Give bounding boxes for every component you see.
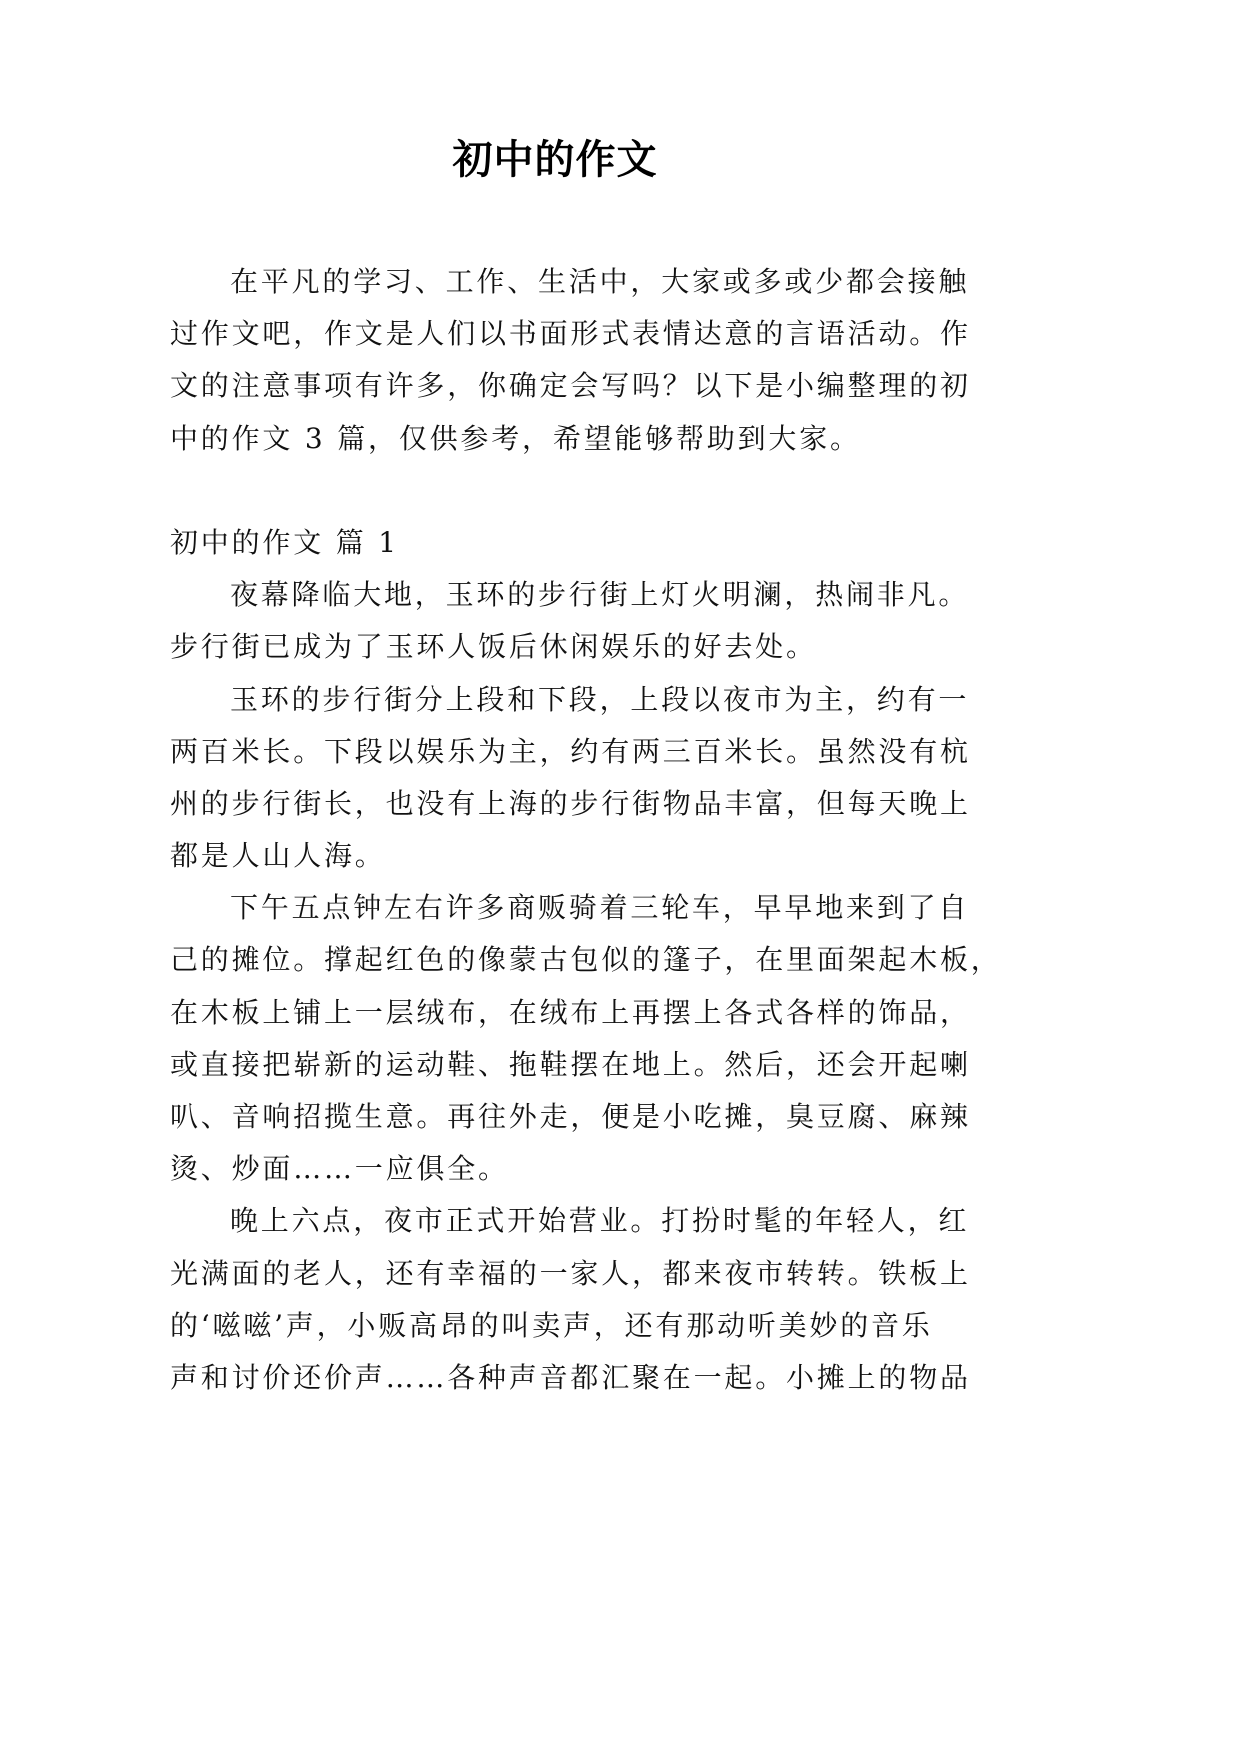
text-line: 中的作文 3 篇，仅供参考，希望能够帮助到大家。 <box>170 421 861 455</box>
text-line: 在平凡的学习、工作、生活中，大家或多或少都会接触 <box>230 265 970 298</box>
paragraph <box>170 569 990 673</box>
text-line: 文的注意事项有许多，你确定会写吗？以下是小编整理的初 <box>170 369 971 403</box>
text-line: 的‘嗞嗞’声，小贩高昂的叫卖声，还有那动听美妙的音乐 <box>170 1308 933 1342</box>
intro-paragraph <box>170 256 990 465</box>
text-line: 叭、音响招揽生意。再往外走，便是小吃摊，臭豆腐、麻辣 <box>170 1100 971 1133</box>
section-heading: 初中的作文 篇 1 <box>170 525 399 559</box>
text-line: 下午五点钟左右许多商贩骑着三轮车，早早地来到了自 <box>230 891 970 925</box>
text-line: 州的步行街长，也没有上海的步行街物品丰富，但每天晚上 <box>170 786 971 820</box>
text-line: 两百米长。下段以娱乐为主，约有两三百米长。虽然没有杭 <box>170 734 971 768</box>
text-line: 都是人山人海。 <box>170 839 386 873</box>
paragraph <box>170 1195 990 1404</box>
text-line: 烫、炒面……一应俱全。 <box>170 1152 509 1186</box>
text-line: 晚上六点，夜市正式开始营业。打扮时髦的年轻人，红 <box>230 1204 970 1238</box>
document-body <box>170 256 1002 1404</box>
text-line: 玉环的步行街分上段和下段，上段以夜市为主，约有一 <box>230 682 970 716</box>
text-line: 步行街已成为了玉环人饭后休闲娱乐的好去处。 <box>170 630 817 664</box>
paragraph <box>170 674 990 883</box>
text-line: 过作文吧，作文是人们以书面形式表情达意的言语活动。作 <box>170 317 971 351</box>
text-line: 夜幕降临大地，玉环的步行街上灯火明澜，热闹非凡。 <box>230 578 970 612</box>
text-line: 己的摊位。撑起红色的像蒙古包似的篷子，在里面架起木板， <box>170 943 1002 977</box>
text-line: 光满面的老人，还有幸福的一家人，都来夜市转转。铁板上 <box>170 1256 971 1290</box>
text-line: 在木板上铺上一层绒布，在绒布上再摆上各式各样的饰品， <box>170 995 971 1029</box>
paragraph <box>170 882 1002 1195</box>
document-title: 初中的作文 <box>452 136 658 183</box>
text-line: 或直接把崭新的运动鞋、拖鞋摆在地上。然后，还会开起喇 <box>170 1047 971 1081</box>
text-line: 声和讨价还价声……各种声音都汇聚在一起。小摊上的物品 <box>170 1360 971 1394</box>
